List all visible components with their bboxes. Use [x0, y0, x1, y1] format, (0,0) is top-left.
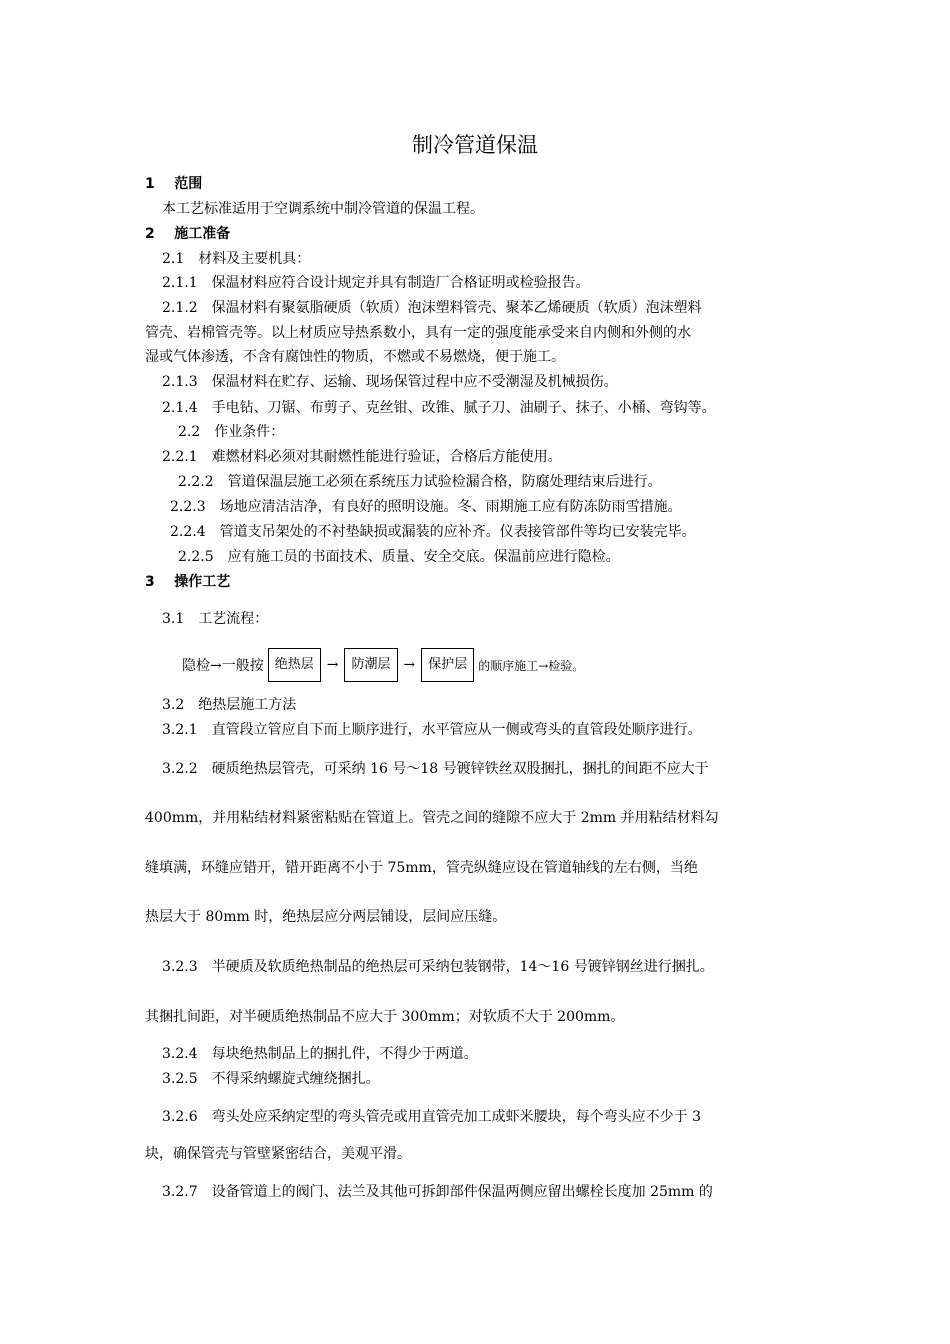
paragraph: 2.2.5 应有施工员的书面技术、质量、安全交底。保温前应进行隐检。: [178, 549, 620, 565]
paragraph: 2.2.3 场地应清洁洁净，有良好的照明设施。冬、雨期施工应有防冻防雨雪措施。: [170, 499, 682, 515]
paragraph: 块，确保管壳与管壁紧密结合，美观平滑。: [145, 1146, 411, 1162]
section-title: 范围: [174, 176, 203, 192]
paragraph: 3.2.5 不得采纳螺旋式缠绕捆扎。: [162, 1071, 380, 1087]
paragraph: 湿或气体渗透，不含有腐蚀性的物质，不燃或不易燃烧，便于施工。: [145, 349, 565, 365]
paragraph: 3.2.1 直管段立管应自下而上顺序进行，水平管应从一侧或弯头的直管段处顺序进行。: [162, 722, 702, 738]
flow-suffix: 的顺序施工→检验。: [478, 658, 585, 673]
flow-step-box: 保护层: [421, 648, 474, 682]
section-title: 施工准备: [174, 226, 231, 242]
paragraph: 2.1.4 手电钻、刀锯、布剪子、克丝钳、改锥、腻子刀、油刷子、抹子、小桶、弯钩等。: [162, 400, 716, 416]
paragraph: 2.1.1 保温材料应符合设计规定并具有制造厂合格证明或检验报告。: [162, 275, 590, 291]
paragraph: 400mm，并用粘结材料紧密粘贴在管道上。管壳之间的缝隙不应大于 2mm 并用粘结材料勾: [145, 810, 719, 826]
paragraph: 其捆扎间距，对半硬质绝热制品不应大于 300mm；对软质不大于 200mm。: [145, 1009, 625, 1025]
paragraph: 3.2.6 弯头处应采纳定型的弯头管壳或用直管壳加工成虾米腰块，每个弯头应不少于 3: [162, 1109, 701, 1125]
paragraph: 3.2 绝热层施工方法: [162, 697, 297, 713]
arrow-right-icon: →: [326, 657, 339, 673]
section-title: 操作工艺: [174, 574, 231, 590]
section-2-heading: [145, 224, 230, 244]
paragraph: 2.2.1 难燃材料必须对其耐燃性能进行验证，合格后方能使用。: [162, 449, 562, 465]
paragraph: 3.1 工艺流程：: [162, 611, 269, 627]
paragraph: 缝填满，环缝应错开，错开距离不小于 75mm，管壳纵缝应设在管道轴线的左右侧，当绝: [145, 860, 698, 876]
page-title: 制冷管道保温: [412, 133, 538, 157]
arrow-right-icon: →: [403, 657, 416, 673]
paragraph: 2.1 材料及主要机具：: [162, 251, 311, 267]
paragraph: 2.2 作业条件：: [178, 424, 285, 440]
flow-prefix: 隐检→一般按: [182, 658, 264, 674]
section-3-heading: [145, 572, 230, 592]
paragraph: 2.1.2 保温材料有聚氨脂硬质（软质）泡沫塑料管壳、聚苯乙烯硬质（软质）泡沫塑料: [162, 300, 702, 316]
paragraph: 2.2.2 管道保温层施工必须在系统压力试验检漏合格，防腐处理结束后进行。: [178, 474, 662, 490]
paragraph: 3.2.4 每块绝热制品上的捆扎件，不得少于两道。: [162, 1046, 478, 1062]
paragraph: 2.2.4 管道支吊架处的不衬垫缺损或漏装的应补齐。仪表接管部件等均已安装完毕。: [170, 524, 696, 540]
section-number: 1: [145, 176, 155, 192]
section-number: 3: [145, 574, 155, 590]
paragraph: 3.2.3 半硬质及软质绝热制品的绝热层可采纳包装钢带，14～16 号镀锌钢丝进行捆扎。: [162, 959, 714, 975]
paragraph: 管壳、岩棉管壳等。以上材质应导热系数小，具有一定的强度能承受来自内侧和外侧的水: [145, 325, 691, 341]
flow-step-box: 绝热层: [268, 648, 321, 682]
process-flow: [182, 646, 584, 684]
paragraph: 本工艺标准适用于空调系统中制冷管道的保温工程。: [162, 201, 484, 217]
section-1-heading: [145, 174, 202, 194]
paragraph: 热层大于 80mm 时，绝热层应分两层铺设，层间应压缝。: [145, 909, 507, 925]
section-number: 2: [145, 226, 155, 242]
paragraph: 3.2.7 设备管道上的阀门、法兰及其他可拆卸部件保温两侧应留出螺栓长度加 25mm 的: [162, 1184, 713, 1200]
paragraph: 2.1.3 保温材料在贮存、运输、现场保管过程中应不受潮湿及机械损伤。: [162, 374, 618, 390]
flow-step-box: 防潮层: [344, 648, 397, 682]
paragraph: 3.2.2 硬质绝热层管壳，可采纳 16 号～18 号镀锌铁丝双股捆扎，捆扎的间距不应大于: [162, 761, 709, 777]
